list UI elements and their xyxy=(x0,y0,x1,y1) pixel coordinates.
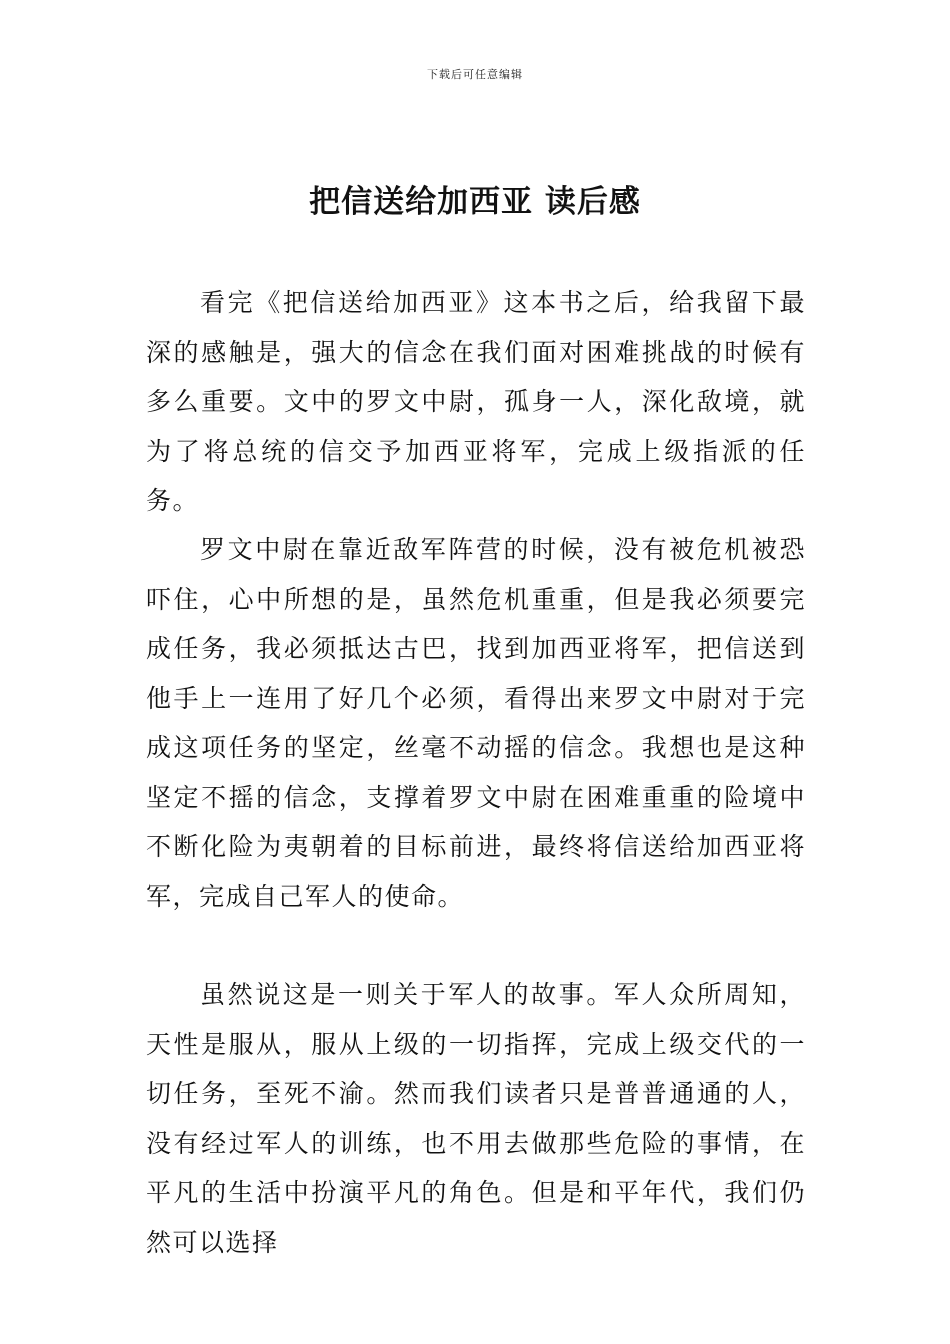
page-title: 把信送给加西亚 读后感 xyxy=(309,184,641,220)
paragraph-3: 虽然说这是一则关于军人的故事。军人众所周知，天性是服从，服从上级的一切指挥，完成上级交代的一切任务，至死不渝。然而我们读者只是普普通通的人，没有经过军人的训练，也不用去做那些危险的事情，在平凡的生活中扮演平凡的角色。但是和平年代，我们仍然可以选择 xyxy=(146,980,806,1257)
paragraph-1: 看完《把信送给加西亚》这本书之后，给我留下最深的感触是，强大的信念在我们面对困难挑战的时候有多么重要。文中的罗文中尉，孤身一人，深化敌境，就为了将总统的信交予加西亚将军，完成上级指派的任务。 xyxy=(146,288,806,515)
header-note: 下载后可任意编辑 xyxy=(427,68,523,81)
paragraph-2: 罗文中尉在靠近敌军阵营的时候，没有被危机被恐吓住，心中所想的是，虽然危机重重，但是我必须要完成任务，我必须抵达古巴，找到加西亚将军，把信送到他手上一连用了好几个必须，看得出来罗文中尉对于完成这项任务的坚定，丝毫不动摇的信念。我想也是这种坚定不摇的信念，支撑着罗文中尉在困难重重的险境中不断化险为夷朝着的目标前进，最终将信送给加西亚将军，完成自己军人的使命。 xyxy=(146,535,806,911)
